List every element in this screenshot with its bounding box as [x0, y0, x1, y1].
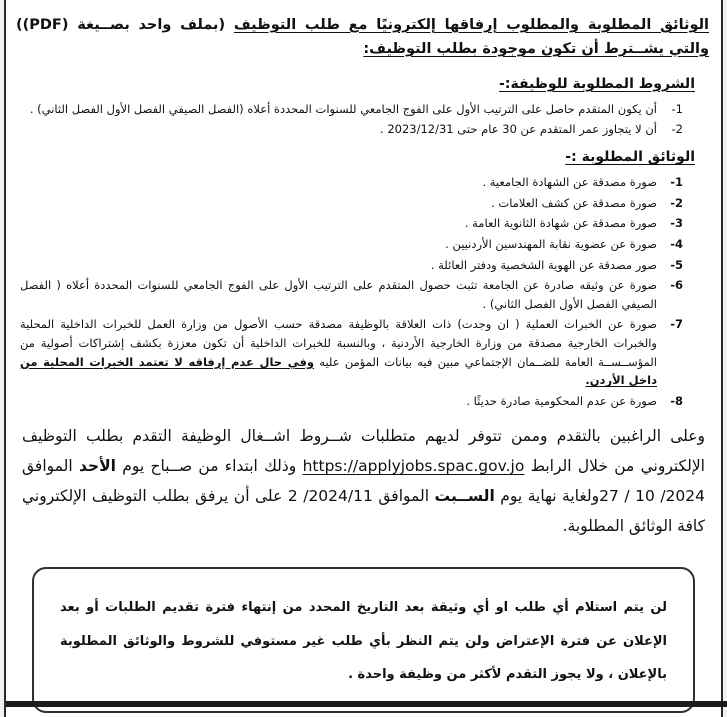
item-text: صورة عن وثيقه صادرة عن الجامعة تثبت حصول المتقدم على الترتيب الأول على الفوج الجامعي للسنوات المحددة أعلاه ( الفصل الصيفي الفصل الأول الفصل الثاني) . — [20, 278, 657, 311]
document-item — [16, 194, 683, 213]
item-text-main: صورة عن الخبرات العملية ( ان وجدت) ذات العلاقة بالوظيفة مصدقة حسب الأصول من وزارة العمل للخبرات الداخلية المحلية والخبرات الخارجية مصدقة من وزارة الخارجية الأردنية ، وبالنسبة للخبرات الداخلية أن تكون معززة بكشف إشتراكات أصولية من المؤســســة العامة للضــمان الإجتماعي مبين فيه بيانات المؤمن عليه — [20, 317, 658, 369]
title-part-2: (بملف واحد بصــيغة (PDF)) — [16, 17, 234, 33]
item-number: 6- — [670, 278, 683, 293]
item-number: 7- — [670, 317, 683, 332]
documents-list — [16, 173, 683, 411]
document-page — [4, 0, 723, 717]
item-text — [16, 315, 657, 390]
documents-heading: الوثائق المطلوبة :- — [565, 149, 695, 166]
item-text-bold-warning: وفي حال عدم إرفاقه لا تعتمد الخبرات المحلية من داخل الأردن. — [20, 354, 657, 388]
title-part-1: الوثائق المطلوبة والمطلوب إرفاقها إلكترونيًا مع طلب التوظيف — [233, 17, 710, 33]
conditions-heading: الشروط المطلوبة للوظيفة:- — [499, 75, 695, 92]
item-number: 2- — [671, 122, 683, 137]
end-date: 2 /2024/11 — [287, 487, 373, 506]
apply-text-2: وذلك ابتداء من صــباح يوم — [115, 456, 303, 475]
application-portal-link[interactable]: https://applyjobs.spac.gov.jo — [302, 456, 525, 475]
apply-text-4: ولغاية نهاية يوم — [494, 487, 600, 506]
bottom-divider-bar — [6, 701, 727, 707]
document-item — [16, 392, 683, 411]
conditions-list — [16, 100, 683, 139]
document-title — [16, 14, 709, 62]
item-text: أن يكون المتقدم حاصل على الترتيب الأول على الفوج الجامعي للسنوات المحددة أعلاه (الفصل الصيفي الفصل الأول الفصل الثاني) . — [29, 101, 657, 116]
apply-text-3: الموافق — [22, 456, 79, 475]
start-day: الأحد — [78, 456, 116, 475]
item-number: 8- — [670, 393, 683, 408]
item-text: صورة مصدقة عن الشهادة الجامعية . — [482, 175, 657, 190]
item-number: 5- — [670, 257, 683, 272]
item-number: 2- — [670, 195, 683, 210]
item-text: صورة مصدقة عن شهادة الثانوية العامة . — [464, 216, 657, 231]
apply-text-6: على أن يرفق بطلب التوظيف الإلكتروني كافة الوثائق المطلوبة. — [22, 487, 705, 536]
notice-text: لن يتم استلام أي طلب او أي وثيقة بعد التاريخ المحدد من إنتهاء فترة تقديم الطلبات أو بعد الإعلان عن فترة الإعتراض ولن يتم النظر بأي طلب غير مستوفي للشروط والوثائق المطلوبة بالإعلان ، ولا يجوز التقدم لأكثر من وظيفة واحدة . — [60, 600, 667, 682]
notice-box — [32, 567, 695, 712]
item-number: 3- — [670, 216, 683, 231]
item-number: 1- — [670, 175, 683, 190]
apply-text-5: الموافق — [372, 487, 435, 506]
end-day: الســبت — [434, 487, 495, 506]
document-item — [16, 256, 683, 275]
item-text: صورة عن عضوية نقابة المهندسين الأردنيين . — [445, 236, 657, 251]
item-number: 1- — [671, 101, 683, 116]
title-part-3: والتي يشــترط أن تكون موجودة بطلب التوظيف: — [363, 40, 709, 57]
item-text — [16, 120, 657, 139]
item-text: صور مصدقة عن الهوية الشخصية ودفتر العائلة . — [430, 257, 657, 272]
deadline-date: 2023/12/31 — [387, 122, 454, 137]
document-item — [16, 214, 683, 233]
document-item — [16, 235, 683, 254]
item-text: صورة مصدقة عن كشف العلامات . — [491, 195, 657, 210]
condition-item — [16, 120, 683, 139]
document-item — [16, 173, 683, 192]
document-item — [16, 276, 683, 313]
item-text-before: أن لا يتجاوز عمر المتقدم عن 30 عام حتى — [453, 122, 657, 137]
start-date: 27 / 10 /2024 — [599, 487, 705, 506]
item-number: 4- — [670, 236, 683, 251]
apply-text-1: وعلى الراغبين بالتقدم وممن تتوفر لديهم متطلبات شــروط اشــغال الوظيفة التقدم بطلب التوظيف الإلكتروني من خلال الرابط — [22, 426, 705, 475]
document-item — [16, 315, 683, 390]
item-text: صورة عن عدم المحكومية صادرة حديثًا . — [466, 393, 657, 408]
apply-paragraph — [22, 421, 705, 542]
condition-item — [16, 100, 683, 119]
item-text-after: . — [380, 122, 388, 137]
